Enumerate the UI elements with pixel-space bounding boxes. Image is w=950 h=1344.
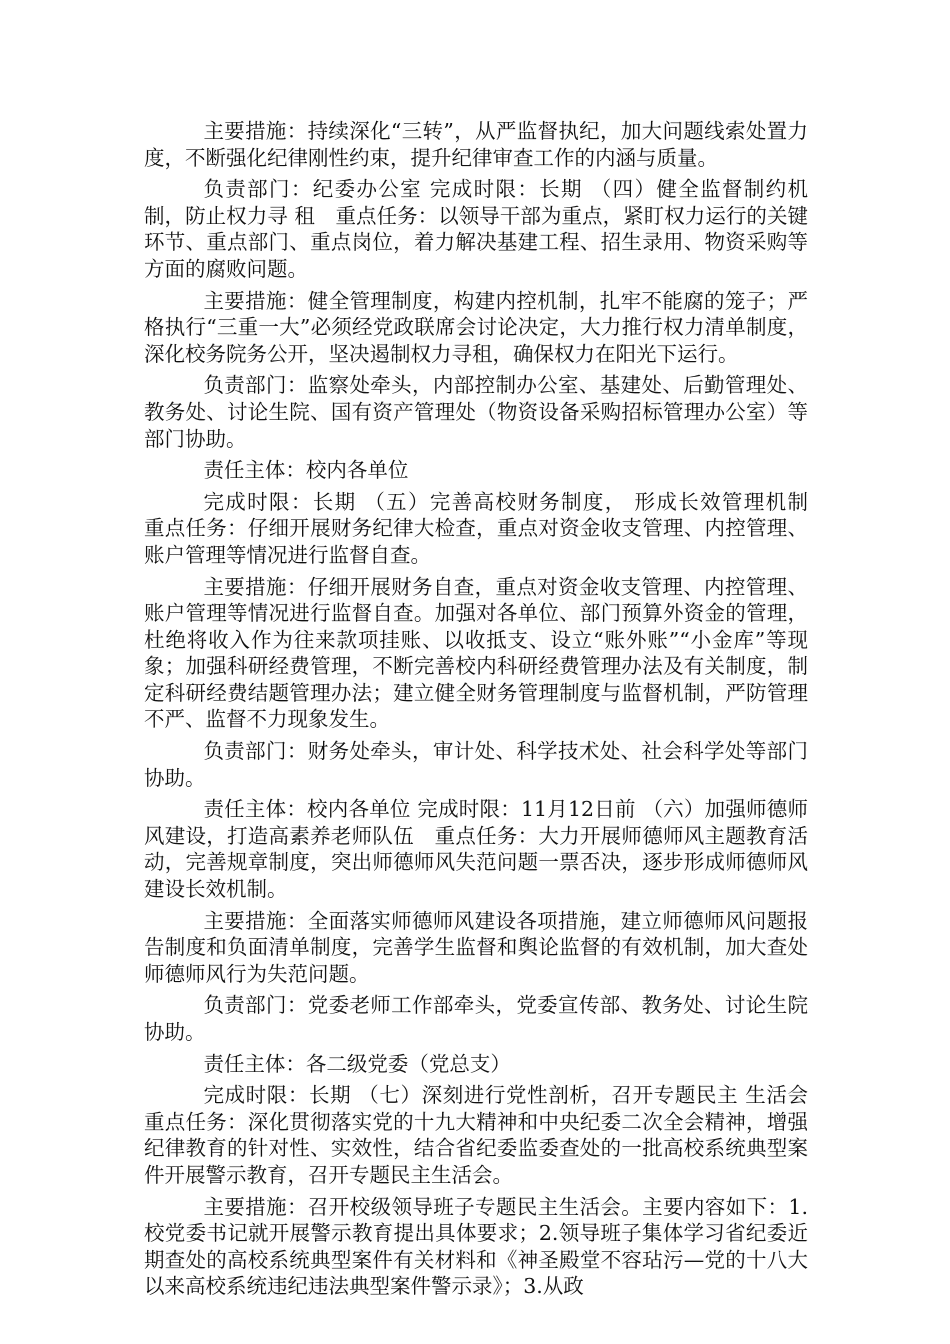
- paragraph-measures-4: 主要措施：全面落实师德师风建设各项措施，建立师德师风问题报告制度和负面清单制度，完善学生监督和舆论监督的有效机制，加大查处师德师风行为失范问题。: [144, 908, 808, 986]
- paragraph-deadline-1: 完成时限：长期 （五）完善高校财务制度， 形成长效管理机制 重点任务：仔细开展财务纪律大检查，重点对资金收支管理、内控管理、账户管理等情况进行监督自查。: [144, 489, 829, 567]
- paragraph-deadline-2: 完成时限：长期 （七）深刻进行党性剖析，召开专题民主 生活会 重点任务：深化贯彻落实党的十九大精神和中央纪委二次全会精神，增强纪律教育的针对性、实效性，结合省纪委监委查处的一批高校系统典型案件开展警示教育，召开专题民主生活会。: [144, 1083, 829, 1187]
- paragraph-department-1: 负责部门：纪委办公室 完成时限：长期 （四）健全监督制约机制，防止权力寻 租 重点任务：以领导干部为重点，紧盯权力运行的关键环节、重点部门、重点岗位，着力解决基建工程、招生录用、物资采购等方面的腐败问题。: [144, 177, 808, 281]
- paragraph-measures-3: 主要措施：仔细开展财务自查，重点对资金收支管理、内控管理、账户管理等情况进行监督自查。加强对各单位、部门预算外资金的管理，杜绝将收入作为往来款项挂账、以收抵支、设立“账外账”“小金库”等现象；加强科研经费管理，不断完善校内科研经费管理办法及有关制度，制定科研经费结题管理办法；建立健全财务管理制度与监督机制，严防管理不严、监督不力现象发生。: [144, 574, 808, 732]
- document-body: [144, 118, 829, 1305]
- paragraph-measures-2: 主要措施：健全管理制度，构建内控机制，扎牢不能腐的笼子；严格执行“三重一大”必须经党政联席会讨论决定，大力推行权力清单制度，深化校务院务公开，坚决遏制权力寻租，确保权力在阳光下运行。: [144, 288, 808, 366]
- paragraph-measures-5: 主要措施：召开校级领导班子专题民主生活会。主要内容如下：1.校党委书记就开展警示教育提出具体要求；2.领导班子集体学习省纪委近期查处的高校系统典型案件有关材料和《神圣殿堂不容玷污—党的十八大以来高校系统违纪违法典型案件警示录》；3.从政: [144, 1194, 808, 1299]
- paragraph-responsible-1: 责任主体：校内各单位: [203, 458, 409, 483]
- paragraph-department-3: 负责部门：财务处牵头，审计处、科学技术处、社会科学处等部门协助。: [144, 739, 808, 790]
- paragraph-responsible-2: 责任主体：校内各单位 完成时限：11月12日前 （六）加强师德师风建设，打造高素养老师队伍 重点任务：大力开展师德师风主题教育活动，完善规章制度，突出师德师风失范问题一票否决，逐步形成师德师风建设长效机制。: [144, 797, 808, 902]
- paragraph-department-4: 负责部门：党委老师工作部牵头，党委宣传部、教务处、讨论生院协助。: [144, 993, 808, 1044]
- paragraph-department-2: 负责部门：监察处牵头，内部控制办公室、基建处、后勤管理处、教务处、讨论生院、国有资产管理处（物资设备采购招标管理办公室）等部门协助。: [144, 373, 808, 451]
- paragraph-responsible-3: 责任主体：各二级党委（党总支）: [203, 1051, 511, 1076]
- paragraph-measures-1: 主要措施：持续深化“三转”，从严监督执纪，加大问题线索处置力度，不断强化纪律刚性约束，提升纪律审查工作的内涵与质量。: [144, 119, 808, 170]
